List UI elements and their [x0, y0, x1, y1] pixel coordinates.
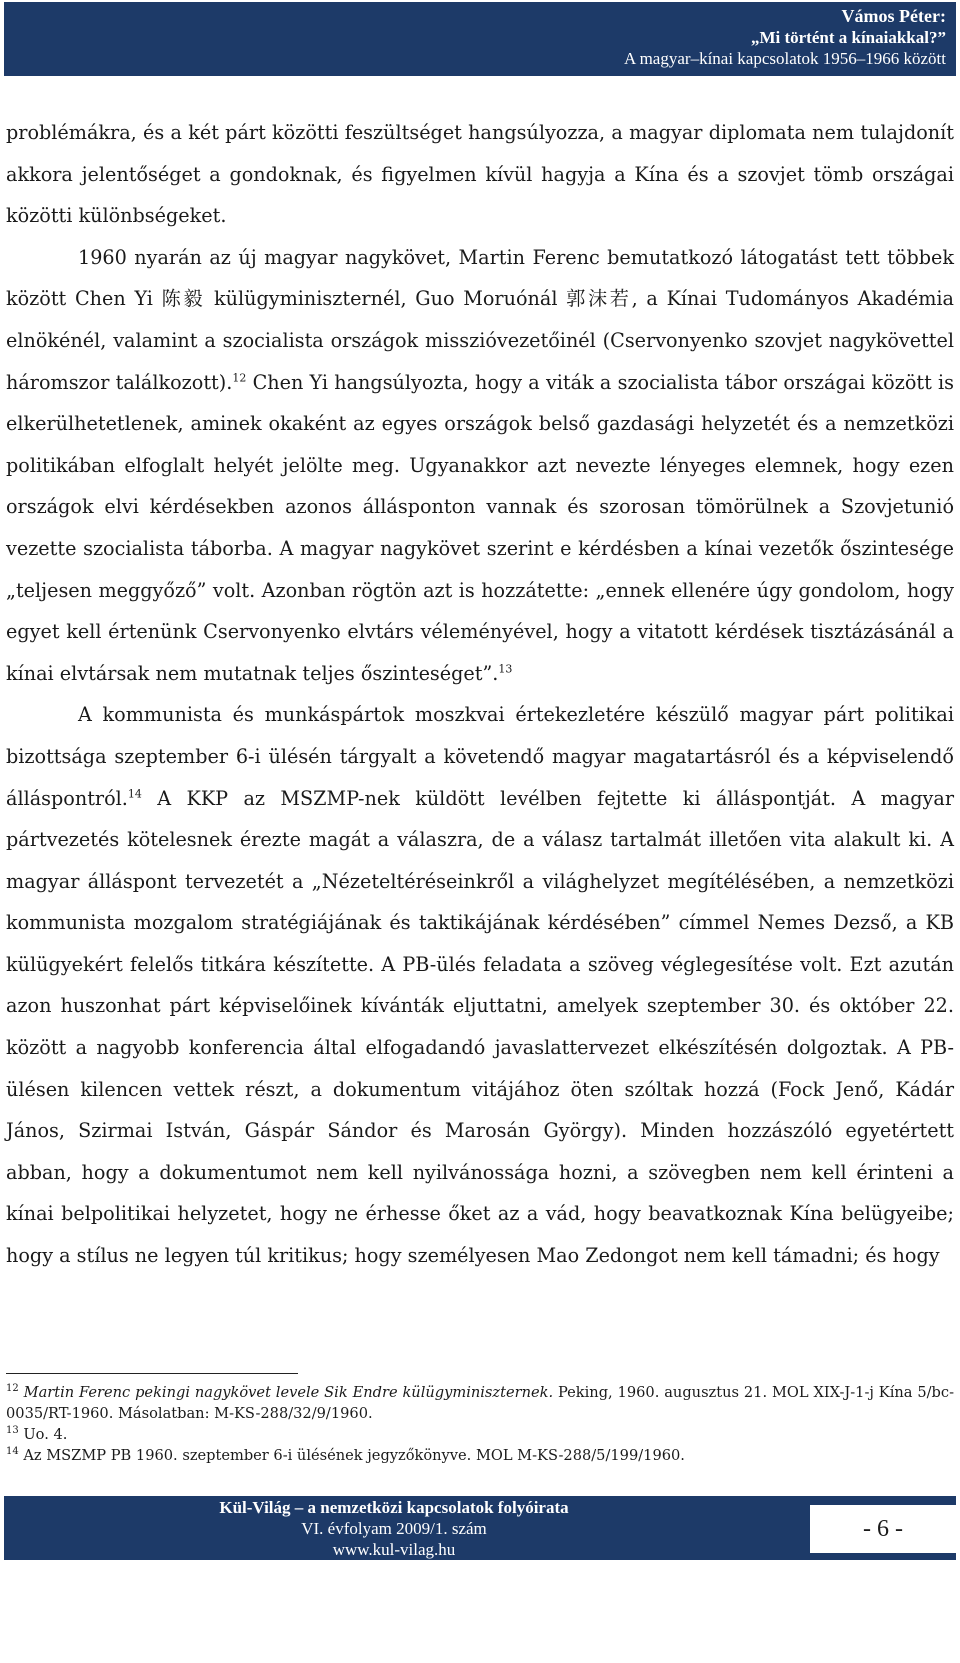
footnote-ref[interactable]: 13: [498, 662, 513, 676]
footnote-number: 12: [6, 1383, 19, 1395]
footnote-separator: [6, 1373, 298, 1374]
footnote-number: 13: [6, 1425, 19, 1437]
footnote-text: Martin Ferenc pekingi nagykövet levele Sik Endre külügyminiszternek.: [23, 1384, 554, 1401]
footer-journal: Kül-Világ – a nemzetközi kapcsolatok folyóirata: [219, 1498, 569, 1517]
page-number: - 6 -: [810, 1505, 956, 1553]
paragraph-text: 1960 nyarán az új magyar nagykövet, Martin Ferenc bemutatkozó látogatást tett többek között Chen Yi 陈毅 külügyminiszternél, Guo Moruónál 郭沫若, a Kínai Tudományos Akadémia elnökénél, valamint a szocialista országok misszióvezetőinél (Cservonyenko szovjet nagykövettel háromszor találkozott).: [6, 245, 954, 394]
footnote-ref[interactable]: 14: [127, 787, 142, 801]
body-paragraph: [6, 694, 954, 1276]
header-subtitle: A magyar–kínai kapcsolatok 1956–1966 között: [624, 49, 946, 68]
body-paragraph: [6, 112, 954, 237]
footer-journal-info: [4, 1497, 784, 1560]
footnote-number: 14: [6, 1446, 19, 1458]
footnote-text: Peking, 1960. augusztus 21. MOL XIX-J-1-j Kína 5/bc-0035/RT-1960. Másolatban: M-KS-288/32/9/1960.: [6, 1384, 955, 1422]
footer-volume: VI. évfolyam 2009/1. szám: [301, 1519, 487, 1538]
paragraph-text: A kommunista és munkáspártok moszkvai értekezletére készülő magyar párt politikai bizottsága szeptember 6-i ülésén tárgyalt a követendő magyar magatartásról és a képviselendő álláspontról.: [6, 703, 954, 810]
paragraph-text: problémákra, és a két párt közötti feszültséget hangsúlyozza, a magyar diplomata nem tulajdonít akkora jelentőséget a gondoknak, és figyelmen kívül hagyja a Kína és a szovjet tömb országai közötti különbségeket.: [6, 121, 954, 228]
header-author: Vámos Péter:: [841, 6, 946, 26]
footnotes: [6, 1382, 954, 1466]
paragraph-text: Chen Yi hangsúlyozta, hogy a viták a szocialista tábor országai között is elkerülhetetlenek, aminek okaként az egyes országok belső gazdasági helyzetét és a nemzetközi politikában elfoglalt helyét jelölte meg. Ugyanakkor azt nevezte lényeges elemnek, hogy ezen országok elvi kérdésekben azonos állásponton vannak és szorosan tömörülnek a Szovjetunió vezette szocialista táborba. A magyar nagykövet szerint e kérdésben a kínai vezetők őszintesége „teljesen meggyőző” volt. Azonban rögtön azt is hozzátette: „ennek ellenére úgy gondolom, hogy egyet kell értenünk Cservonyenko elvtárs véleményével, hogy a vitatott kérdések tisztázásánál a kínai elvtársak nem mutatnak teljes őszinteséget”.: [6, 370, 955, 685]
footnote-item: [6, 1424, 954, 1445]
page-footer: [4, 1496, 956, 1560]
footnote-ref[interactable]: 12: [232, 371, 247, 385]
page-header: [4, 2, 956, 76]
footnote-item: [6, 1382, 954, 1424]
header-title: „Mi történt a kínaiakkal?”: [750, 28, 946, 47]
article-body: [6, 112, 954, 1277]
footnote-text: Uo. 4.: [23, 1426, 68, 1443]
body-paragraph: [6, 237, 954, 695]
footnote-text: Az MSZMP PB 1960. szeptember 6-i ülésének jegyzőkönyve. MOL M-KS-288/5/199/1960.: [23, 1447, 685, 1464]
footer-url[interactable]: www.kul-vilag.hu: [332, 1540, 456, 1559]
paragraph-text: A KKP az MSZMP-nek küldött levélben fejtette ki álláspontját. A magyar pártvezetés kötelesnek érezte magát a válaszra, de a válasz tartalmát illetően vita alakult ki. A magyar álláspont tervezetét a „Nézeteltéréseinkről a világhelyzet megítélésében, a nemzetközi kommunista mozgalom stratégiájának és taktikájának kérdésében” címmel Nemes Dezső, a KB külügyekért felelős titkára készítette. A PB-ülés feladata a szöveg véglegesítése volt. Ezt azután azon huszonhat párt képviselőinek kívánták eljuttatni, amelyek szeptember 30. és október 22. között a nagyobb konferencia által elfogadandó javaslattervezet elkészítésén dolgoztak. A PB-ülésen kilencen vettek részt, a dokumentum vitájához öten szóltak hozzá (Fock Jenő, Kádár János, Szirmai István, Gáspár Sándor és Marosán György). Minden hozzászóló egyetértett abban, hogy a dokumentumot nem kell nyilvánossága hozni, a szövegben nem kell érinteni a kínai belpolitikai helyzetet, hogy ne érhesse őket az a vád, hogy beavatkoznak Kína belügyeibe; hogy a stílus ne legyen túl kritikus; hogy személyesen Mao Zedongot nem kell támadni; és hogy: [6, 786, 954, 1268]
footnote-item: [6, 1445, 954, 1466]
